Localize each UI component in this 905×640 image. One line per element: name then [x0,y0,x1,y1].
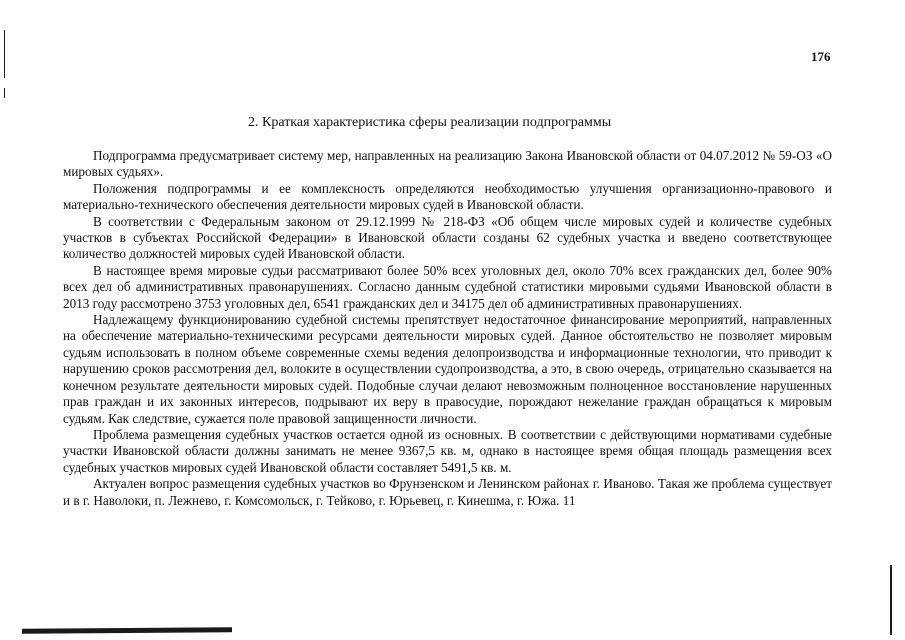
paragraph: Положения подпрограммы и ее комплексность определяются необходимостью улучшения организационно-правового и материально-технического обеспечения деятельности мировых судей в Ивановской области. [63,180,832,213]
scan-edge-mark [4,30,5,78]
paragraph: В соответствии с Федеральным законом от 29.12.1999 № 218-ФЗ «Об общем числе мировых судей и количестве судебных участков в субъектах Российской Федерации» в Ивановской области созданы 62 судебных участка и введено соответствующее количество должностей мировых судей Ивановской области. [63,213,832,262]
paragraph: Надлежащему функционированию судебной системы препятствует недостаточное финансирование мероприятий, направленных на обеспечение материально-техническими ресурсами деятельности мировых судей. Данное обстоятельство не позволяет мировым судьям использовать в полном объеме современные схемы ведения делопроизводства и информационные технологии, что приводит к нарушению сроков рассмотрения дел, волоките в осуществлении судопроизводства, а это, в свою очередь, отрицательно сказывается на конечном результате деятельности мировых судей. Подобные случаи делают невозможным полноценное восстановление нарушенных прав граждан и их законных интересов, подрывают их веру в правосудие, порождают нежелание граждан обращаться к мировым судьям. Как следствие, сужается поле правовой защищенности личности. [63,312,832,426]
paragraph: В настоящее время мировые судьи рассматривают более 50% всех уголовных дел, около 70% всех гражданских дел, более 90% всех дел об административных правонарушениях. Согласно данным судебной статистики мировыми судьями Ивановской области в 2013 году рассмотрено 3753 уголовных дел, 6541 гражданских дел и 34175 дел об административных правонарушениях. [63,262,832,311]
scan-edge-mark [4,88,5,98]
document-body [63,148,832,509]
scan-bottom-bar [22,627,232,633]
section-heading: 2. Краткая характеристика сферы реализации подпрограммы [248,115,612,130]
paragraph: Актуален вопрос размещения судебных участков во Фрунзенском и Ленинском районах г. Иваново. Такая же проблема существует и в г. Наволоки, п. Лежнево, г. Комсомольск, г. Тейково, г. Юрьевец, г. Кинешма, г. Южа. 11 [63,476,832,508]
paragraph: Проблема размещения судебных участков остается одной из основных. В соответствии с действующими нормативами судебные участки Ивановской области должны занимать не менее 9367,5 кв. м, однако в настоящее время общая площадь размещения всех судебных участков мировых судей Ивановской области составляет 5491,5 кв. м. [63,426,832,475]
scan-edge-mark [890,565,892,635]
paragraph: Подпрограмма предусматривает систему мер, направленных на реализацию Закона Ивановской области от 04.07.2012 № 59-ОЗ «О мировых судьях». [63,148,832,180]
page-number: 176 [811,49,831,64]
